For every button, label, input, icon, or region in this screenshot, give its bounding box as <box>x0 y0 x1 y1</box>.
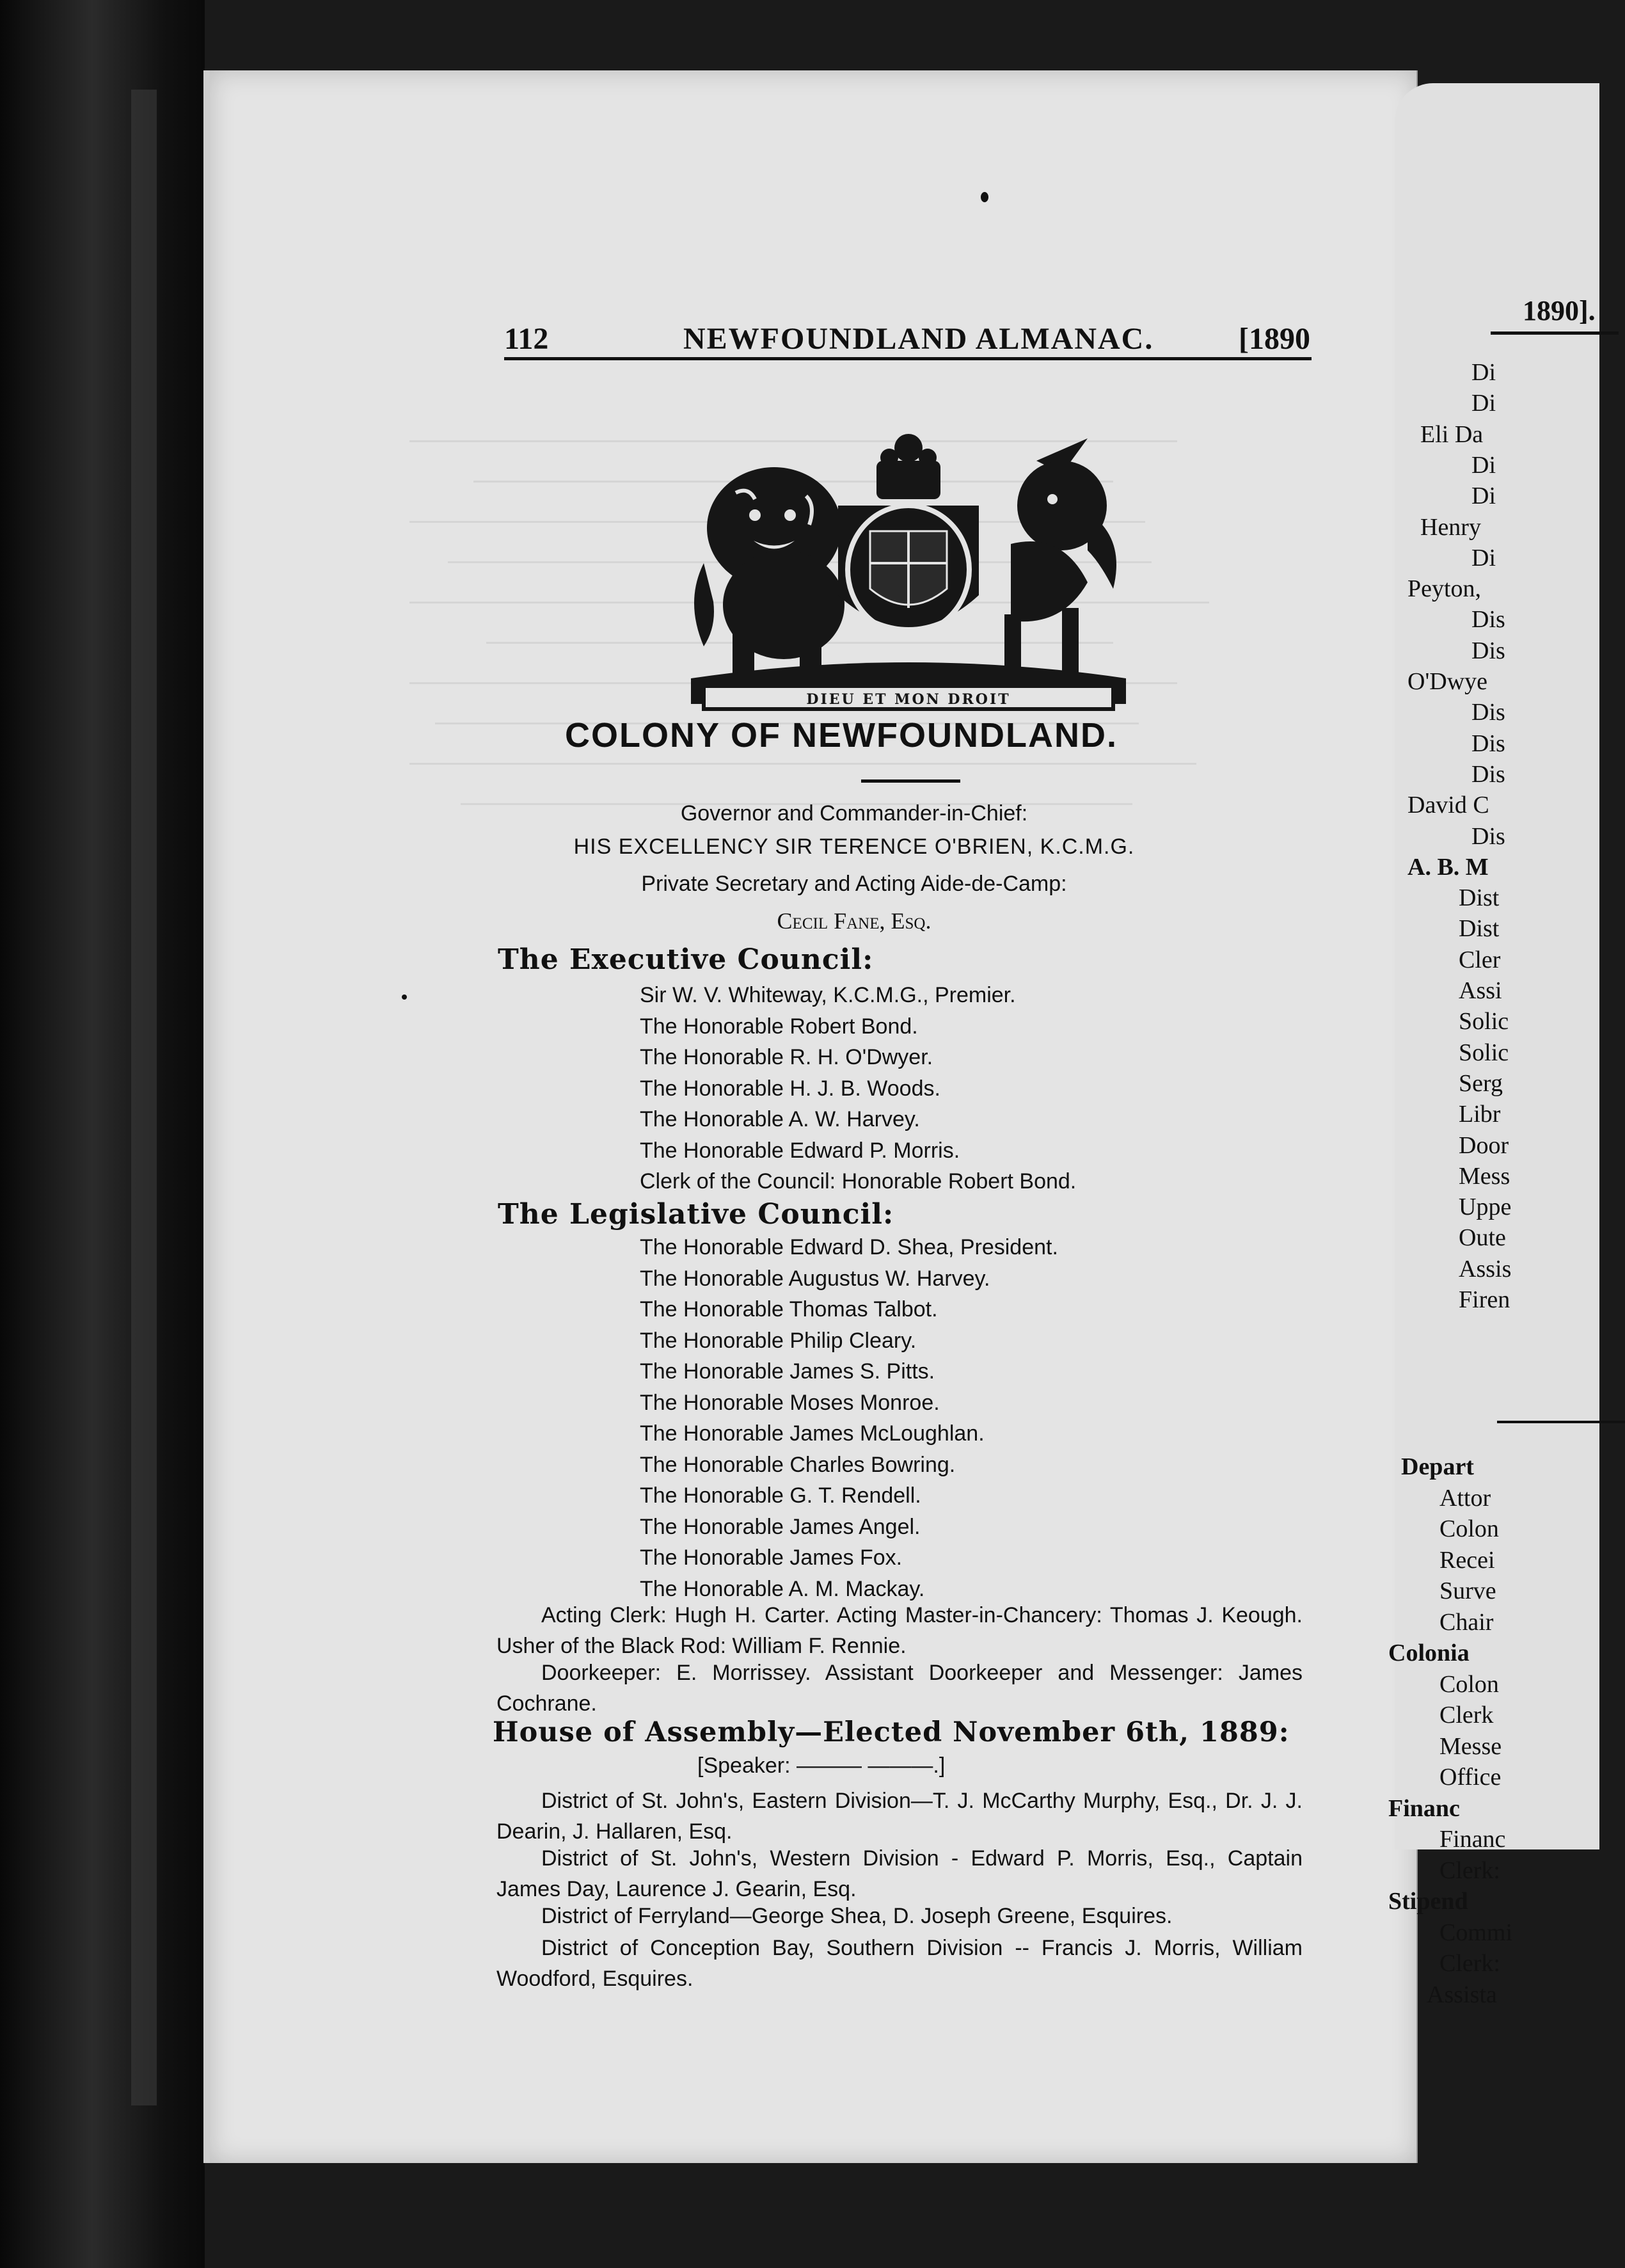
facing-page-line: Door <box>1459 1131 1509 1159</box>
royal-coat-of-arms-icon <box>678 435 1139 717</box>
legislative-council-member: The Honorable G. T. Rendell. <box>640 1483 921 1508</box>
executive-council-member: The Honorable A. W. Harvey. <box>640 1107 920 1131</box>
legislative-council-member: The Honorable James McLoughlan. <box>640 1421 985 1446</box>
facing-page-line: Di <box>1471 451 1496 479</box>
facing-page-line: Dist <box>1459 915 1500 943</box>
facing-page-line: Cler <box>1459 946 1501 973</box>
facing-page-line: Libr <box>1459 1101 1501 1128</box>
facing-page-lower-line: Colonia <box>1388 1640 1470 1666</box>
assembly-district: District of St. John's, Eastern Division—T. J. McCarthy Murphy, Esq., Dr. J. J. Dearin, J. Hallaren, Esq. <box>496 1789 1303 1844</box>
executive-council-member: The Honorable R. H. O'Dwyer. <box>640 1045 933 1069</box>
facing-page-lower-line: Assista <box>1427 1981 1497 2008</box>
book-binding-edge <box>0 0 205 2268</box>
executive-council-member: The Honorable H. J. B. Woods. <box>640 1076 940 1101</box>
facing-page-lower-line: Clerk: <box>1439 1950 1500 1977</box>
facing-page-lower-line: Recei <box>1439 1546 1495 1574</box>
facing-page-line: Peyton, <box>1407 575 1482 603</box>
legislative-council-member: The Honorable Moses Monroe. <box>640 1390 940 1415</box>
ink-speck <box>981 192 988 202</box>
ink-speck <box>402 994 407 1000</box>
facing-page-line: David C <box>1407 792 1489 819</box>
governor-heading: Governor and Commander-in-Chief: <box>680 801 1028 826</box>
arms-motto: DIEU ET MON DROIT <box>806 691 1011 708</box>
facing-page-line: Dis <box>1471 699 1505 726</box>
running-title: NEWFOUNDLAND ALMANAC. <box>683 322 1154 356</box>
facing-page-lower-line: Colon <box>1439 1515 1499 1542</box>
facing-page-line: Di <box>1471 390 1496 417</box>
facing-page-line: Di <box>1471 544 1496 571</box>
facing-page-line: Serg <box>1459 1069 1503 1097</box>
facing-page-line: Dis <box>1471 637 1505 664</box>
facing-page-line: Dis <box>1471 730 1505 757</box>
facing-page-line: Oute <box>1459 1224 1506 1252</box>
legislative-council-member: The Honorable James S. Pitts. <box>640 1359 935 1384</box>
facing-page-line: A. B. M <box>1407 853 1489 881</box>
facing-page-line: Di <box>1471 483 1496 510</box>
doorkeeper-paragraph: Doorkeeper: E. Morrissey. Assistant Doorkeeper and Messenger: James Cochrane. <box>496 1661 1303 1716</box>
facing-page-line: Mess <box>1459 1162 1510 1190</box>
legislative-council-member: The Honorable Thomas Talbot. <box>640 1297 938 1322</box>
facing-page-divider <box>1497 1421 1625 1423</box>
secretary-heading: Private Secretary and Acting Aide-de-Camp: <box>641 872 1067 896</box>
facing-page-lower-line: Financ <box>1388 1794 1460 1822</box>
facing-page-line: Dis <box>1471 606 1505 634</box>
facing-page-line: Di <box>1471 359 1496 386</box>
facing-page-lower-line: Clerk <box>1439 1702 1494 1729</box>
facing-page-lower-line: Surve <box>1439 1577 1496 1604</box>
assembly-district: District of St. John's, Western Division - Edward P. Morris, Esq., Captain James Day, Laurence J. Gearin, Esq. <box>496 1846 1303 1901</box>
executive-council-member: The Honorable Robert Bond. <box>640 1014 918 1039</box>
facing-page-rule <box>1491 331 1619 335</box>
house-of-assembly-heading: House of Assembly—Elected November 6th, 1889: <box>493 1716 1290 1748</box>
assembly-district: District of Ferryland—George Shea, D. Joseph Greene, Esquires. <box>541 1904 1173 1928</box>
header-rule <box>504 357 1312 360</box>
legislative-council-member: The Honorable A. M. Mackay. <box>640 1576 925 1601</box>
executive-council-heading: The Executive Council: <box>498 943 874 976</box>
facing-page-lower-line: Clerk: <box>1439 1857 1500 1884</box>
page-number: 112 <box>504 322 549 356</box>
title-rule <box>861 779 960 783</box>
facing-page-line: Dis <box>1471 760 1505 788</box>
legislative-council-heading: The Legislative Council: <box>498 1198 894 1231</box>
governor-name: HIS EXCELLENCY SIR TERENCE O'BRIEN, K.C.M.G. <box>573 835 1135 859</box>
facing-page-line: Eli Da <box>1420 420 1484 448</box>
running-year: [1890 <box>1239 322 1310 356</box>
facing-page-line: Assis <box>1459 1255 1512 1282</box>
facing-page-year: 1890]. <box>1523 295 1596 326</box>
facing-page-lower-line: Office <box>1439 1764 1502 1791</box>
legislative-council-member: The Honorable James Angel. <box>640 1514 921 1539</box>
facing-page-line: Henry <box>1420 513 1481 541</box>
facing-page-lower-line: Commi <box>1439 1919 1513 1946</box>
facing-page-line: Dis <box>1471 822 1505 850</box>
facing-page-line: Assi <box>1459 977 1502 1004</box>
executive-council-member: Sir W. V. Whiteway, K.C.M.G., Premier. <box>640 983 1016 1007</box>
facing-page-lower-line: Stipend <box>1388 1888 1468 1915</box>
assembly-district: District of Conception Bay, Southern Division -- Francis J. Morris, William Woodford, Esquires. <box>496 1936 1303 1991</box>
facing-page-lower-line: Attor <box>1439 1484 1491 1512</box>
executive-council-member: Clerk of the Council: Honorable Robert Bond. <box>640 1169 1077 1194</box>
facing-page-lower-line: Messe <box>1439 1732 1502 1760</box>
facing-page-lower-line: Depart <box>1401 1453 1474 1480</box>
binding-shadow <box>131 90 157 2105</box>
facing-page-lower-line: Financ <box>1439 1826 1506 1853</box>
executive-council-member: The Honorable Edward P. Morris. <box>640 1138 960 1163</box>
facing-page-line: Solic <box>1459 1008 1509 1035</box>
legislative-council-member: The Honorable Edward D. Shea, President. <box>640 1235 1058 1259</box>
legislative-council-member: The Honorable Charles Bowring. <box>640 1452 956 1477</box>
legislative-council-member: The Honorable Philip Cleary. <box>640 1328 917 1353</box>
facing-page-line: Dist <box>1459 884 1500 912</box>
legislative-council-member: The Honorable Augustus W. Harvey. <box>640 1266 990 1291</box>
page-title: COLONY OF NEWFOUNDLAND. <box>565 716 1118 755</box>
speaker-line: [Speaker: ——— ———.] <box>697 1753 946 1778</box>
secretary-name: Cecil Fane, Esq. <box>777 908 931 934</box>
facing-page-lower-line: Colon <box>1439 1670 1499 1698</box>
facing-page-line: Solic <box>1459 1039 1509 1066</box>
facing-page-line: Uppe <box>1459 1194 1512 1221</box>
facing-page-line: O'Dwye <box>1407 668 1488 695</box>
facing-page-lower-line: Chair <box>1439 1608 1494 1636</box>
council-officers-paragraph: Acting Clerk: Hugh H. Carter. Acting Master-in-Chancery: Thomas J. Keough. Usher of the Black Rod: William F. Rennie. <box>496 1603 1303 1658</box>
legislative-council-member: The Honorable James Fox. <box>640 1545 903 1570</box>
facing-page <box>1388 83 1599 2008</box>
facing-page-line: Firen <box>1459 1286 1510 1313</box>
